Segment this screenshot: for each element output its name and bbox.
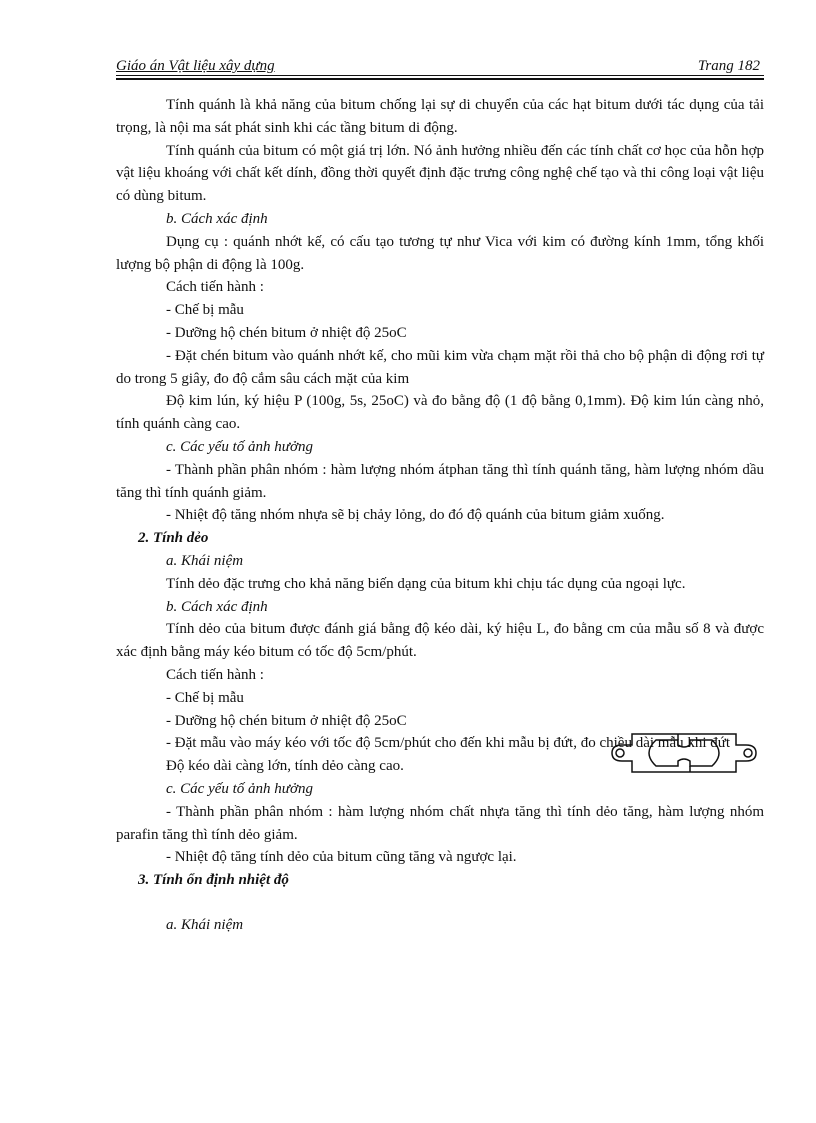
paragraph: Tính dẻo đặc trưng cho khả năng biến dạng của bitum khi chịu tác dụng của ngoại lực.	[166, 575, 686, 592]
paragraph: Độ kéo dài càng lớn, tính dẻo càng cao.	[166, 758, 404, 775]
subheading: b. Cách xác định	[166, 598, 268, 615]
header-rule-thick	[116, 78, 764, 80]
paragraph: Tính quánh của bitum có một giá trị lớn. Nó ảnh hưởng nhiều đến các tính chất cơ học của hỗn hợp vật liệu khoáng với chất kết dính, đồng thời quyết định đặc trưng công nghệ chế tạo và thi công loại vật liệu có dùng bitum.	[116, 142, 764, 205]
list-item: - Nhiệt độ tăng tính dẻo của bitum cũng tăng và ngược lại.	[166, 849, 517, 866]
subheading: b. Cách xác định	[166, 210, 268, 227]
section-heading: 2. Tính dẻo	[138, 530, 209, 547]
list-item: - Chế bị mẫu	[166, 689, 244, 706]
paragraph: Tính quánh là khả năng của bitum chống lại sự di chuyển của các hạt bitum dưới tác dụng của tải trọng, là nội ma sát phát sinh khi các tầng bitum di động.	[116, 97, 764, 136]
subheading: a. Khái niệm	[166, 916, 244, 933]
section-heading: 3. Tính ổn định nhiệt độ	[138, 872, 289, 889]
list-item: - Nhiệt độ tăng nhóm nhựa sẽ bị chảy lỏng, do đó độ quánh của bitum giảm xuống.	[166, 507, 665, 524]
subheading: a. Khái niệm	[166, 552, 244, 569]
page-body	[116, 94, 764, 937]
paragraph: Tính dẻo của bitum được đánh giá bằng độ kéo dài, ký hiệu L, đo bằng cm của mẫu số 8 và được xác định bằng máy kéo bitum có tốc độ 5cm/phút.	[116, 621, 764, 661]
list-item: - Đặt mẫu vào máy kéo với tốc độ 5cm/phút cho đến khi mẫu bị đứt, đo chiều dài mẫu khi đứt	[166, 735, 731, 752]
document-title: Giáo án Vật liệu xây dựng	[116, 58, 275, 74]
header-rule-thin	[116, 75, 764, 76]
spacer	[116, 892, 764, 914]
list-item: - Dưỡng hộ chén bitum ở nhiệt độ 25oC	[166, 324, 407, 341]
list-item: - Dưỡng hộ chén bitum ở nhiệt độ 25oC	[166, 712, 407, 729]
list-item: - Chế bị mẫu	[166, 302, 244, 319]
page-number: Trang 182	[697, 58, 760, 74]
list-item: - Thành phần phân nhóm : hàm lượng nhóm átphan tăng thì tính quánh tăng, hàm lượng nhóm dầu tăng thì tính quánh giảm.	[116, 461, 764, 501]
paragraph: Cách tiến hành :	[166, 666, 264, 683]
paragraph: Cách tiến hành :	[166, 279, 264, 296]
page-header	[116, 56, 764, 78]
paragraph: Độ kim lún, ký hiệu P (100g, 5s, 25oC) và đo bằng độ (1 độ bằng 0,1mm). Độ kim lún càng nhỏ, tính quánh càng cao.	[116, 393, 764, 433]
subheading: c. Các yếu tố ảnh hưởng	[166, 780, 313, 797]
list-item: - Thành phần phân nhóm : hàm lượng nhóm chất nhựa tăng thì tính dẻo tăng, hàm lượng nhóm parafin tăng thì tính dẻo giảm.	[116, 803, 764, 843]
paragraph: Dụng cụ : quánh nhớt kế, có cấu tạo tương tự như Vica với kim có đường kính 1mm, tổng khối lượng bộ phận di động là 100g.	[116, 233, 764, 273]
list-item: - Đặt chén bitum vào quánh nhớt kế, cho mũi kim vừa chạm mặt rồi thả cho bộ phận di động rơi tự do trong 5 giây, đo độ cắm sâu cách mặt của kim	[116, 347, 764, 387]
subheading: c. Các yếu tố ảnh hưởng	[166, 438, 313, 455]
briquette-mold-diagram	[608, 728, 760, 778]
